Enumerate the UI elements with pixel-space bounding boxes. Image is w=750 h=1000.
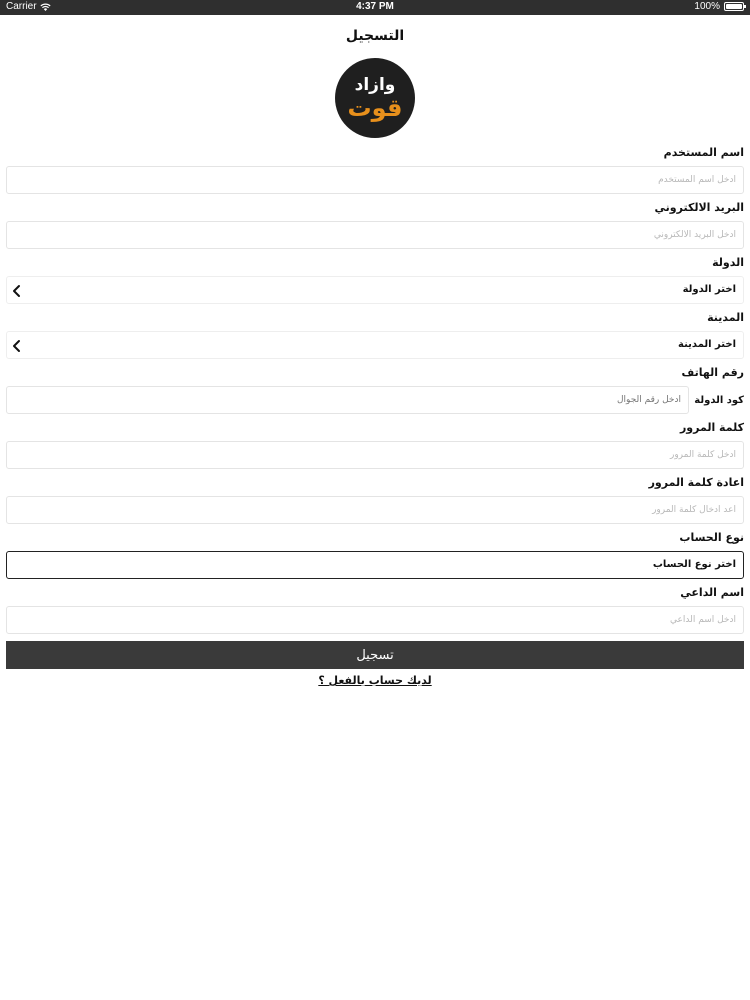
country-code-button[interactable]: كود الدولة [694,395,744,406]
username-input[interactable] [7,167,743,193]
username-label: اسم المستخدم [663,146,744,159]
login-link[interactable]: لديك حساب بالفعل ؟ [318,674,432,687]
status-right [694,1,744,12]
referrer-label: اسم الداعي [680,586,744,599]
password-input[interactable] [7,442,743,468]
password-label: كلمة المرور [679,421,744,434]
carrier-label: Carrier [6,1,37,12]
password-field [6,441,744,469]
account-type-value: اختر نوع الحساب [652,559,736,570]
battery-icon [724,2,744,11]
app-logo [335,58,415,138]
logo-line2: قوت [347,94,403,122]
username-field [6,166,744,194]
phone-field [6,386,689,414]
login-link-container [0,674,750,687]
logo-line1: وازاد [354,75,396,95]
password-confirm-field [6,496,744,524]
email-field [6,221,744,249]
battery-percent: 100% [694,1,720,12]
status-bar [0,0,750,15]
city-select-value: اختر المدينة [678,339,736,350]
city-label: المدينة [707,311,744,324]
page-title: التسجيل [345,28,405,44]
password-confirm-input[interactable] [7,497,743,523]
country-select[interactable] [6,276,744,304]
phone-label: رقم الهاتف [681,366,744,379]
country-select-value: اختر الدولة [682,284,736,295]
email-input[interactable] [7,222,743,248]
country-label: الدولة [712,256,744,269]
battery-fill [726,4,742,9]
city-select[interactable] [6,331,744,359]
logo-mark [335,58,415,138]
chevron-left-icon [11,339,23,353]
password-confirm-label: اعادة كلمة المرور [648,476,744,489]
account-type-select[interactable] [6,551,744,579]
chevron-left-icon [11,284,23,298]
referrer-input[interactable] [7,607,743,633]
phone-input[interactable] [7,387,688,413]
status-time: 4:37 PM [356,1,394,12]
register-button[interactable]: تسجيل [6,641,744,669]
referrer-field [6,606,744,634]
email-label: البريد الالكتروني [654,201,744,214]
account-type-label: نوع الحساب [679,531,744,544]
